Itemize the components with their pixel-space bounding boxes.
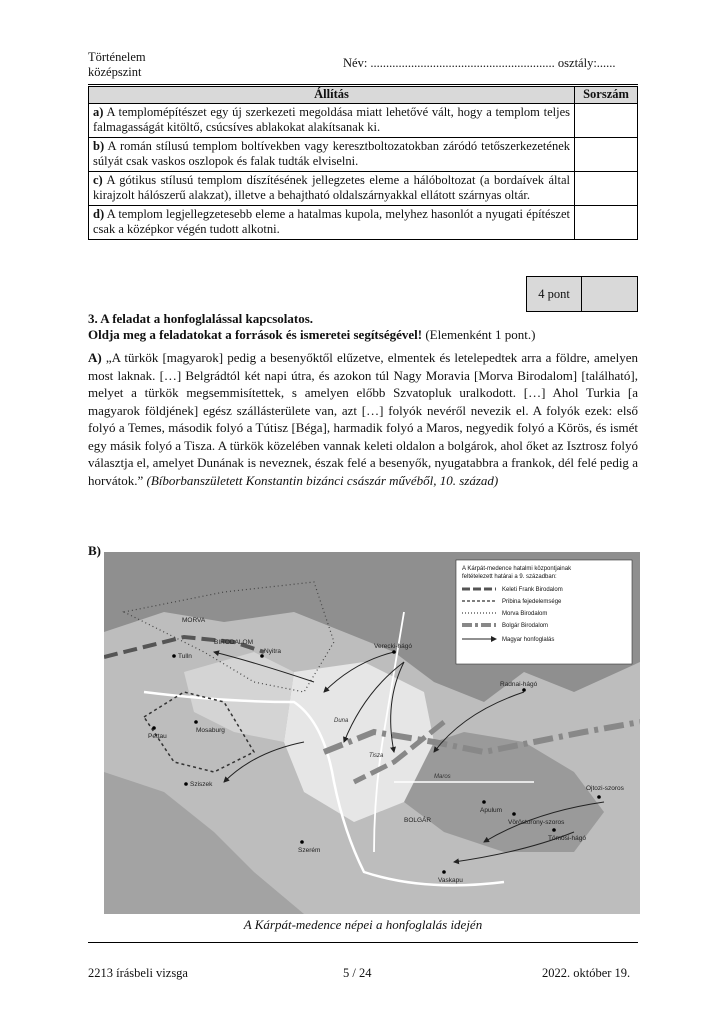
answer-cell[interactable]	[575, 205, 638, 239]
statement-text: A templomépítészet egy új szerkezeti megoldása miatt lehetővé vált, hogy a templom teljes falmagasságát kitöltő, csúcsíves ablakokat alakítsanak ki.	[93, 104, 570, 134]
name-class-field: Név: ........................................................... osztály:......	[343, 56, 616, 70]
legend-title-line2: feltételezett határai a 9. században:	[462, 574, 557, 580]
footer-date: 2022. október 19.	[542, 966, 631, 980]
footer-divider	[88, 942, 638, 943]
statement-text: A gótikus stílusú templom díszítésének jellegzetes eleme a hálóboltozat (a bordaívek által kirajzolt hálószerű alakzat), illetve a behajtható oldalszárnyakkal ellátott szárnyas oltár.	[93, 172, 571, 202]
river-label-duna: Duna	[334, 718, 349, 724]
place-label: Vaskapu	[438, 877, 463, 884]
place-label: Nyitra	[264, 648, 281, 655]
legend-item-pribina: Pribina fejedelemsége	[502, 599, 562, 605]
place-label: Verecki-hágó	[374, 643, 412, 650]
place-label: Ojtozi-szoros	[586, 785, 624, 792]
task-heading	[88, 311, 638, 343]
region-label-bolgar: BOLGÁR	[404, 817, 432, 824]
source-a-text: „A türkök [magyarok] pedig a besenyőktől elűzetve, elmentek és letelepedtek arra a földre, amelyen most laknak. […] Belgrádtól két napi útra, és azokon túl Nagy Moravia [Morva Birodalom] [található], melyet a türkök megsemmisítettek, s amelyen előbb Szvatopluk uralkodott. […] Ahol Turkia [a magyarok földjének] egész szállásterülete van, azt […] folyók nevéről nevezik el. A folyók ezek: első folyó a Temes, második folyó a Tútisz [Béga], harmadik folyó a Maros, negyedik folyó a Körös, és ismét egy másik folyó a Tisza. A türkök közelében vannak keleti oldalon a bolgárok, ahol őket az Isztrosz folyó választja el, amelyet Dunának is neveznek, észak felé a besenyők, nyugatabbra a frankok, dél felé pedig a horvátok.”	[88, 350, 638, 488]
task-instruction-note: (Elemenként 1 pont.)	[422, 327, 536, 342]
place-label: Tömösi-hágó	[548, 835, 586, 842]
statement-text: A román stílusú templom boltívekben vagy keresztboltozatokban záródó tetőszerkezetének súlyát csak vaskos oszlopok és falak tudták elviselni.	[93, 138, 570, 168]
legend-item-moravian: Morva Birodalom	[502, 611, 548, 617]
number-column-header: Sorszám	[575, 87, 638, 104]
legend-item-east-frankish: Keleti Frank Birodalom	[502, 587, 563, 593]
header-subject-block	[88, 50, 146, 80]
points-score-cell[interactable]	[582, 277, 637, 311]
statement-letter: c)	[93, 172, 103, 187]
region-label-morva: MORVA	[182, 617, 206, 624]
place-label: Radnai-hágó	[500, 681, 538, 688]
carpathian-basin-map	[104, 552, 640, 914]
source-b-label: B)	[88, 543, 101, 558]
place-label: Mosaburg	[196, 727, 225, 734]
statement-letter: d)	[93, 206, 105, 221]
map-caption: A Kárpát-medence népei a honfoglalás idején	[243, 917, 483, 932]
points-label: 4 pont	[527, 277, 582, 311]
source-a	[88, 349, 638, 489]
map-legend	[456, 560, 632, 664]
river-label-tisza: Tisza	[369, 753, 384, 759]
source-a-citation: (Bíborbanszületett Konstantin bizánci császár művéből, 10. század)	[143, 472, 499, 488]
statement-text: A templom legjellegzetesebb eleme a hatalmas kupola, melyhez hasonlót a nyugati építészet csak a középkor végén tudott alkotni.	[93, 206, 570, 236]
table-header-row	[89, 87, 638, 104]
statement-column-header: Állítás	[89, 87, 575, 104]
answer-cell[interactable]	[575, 171, 638, 205]
footer-exam-code: 2213 írásbeli vizsga	[88, 966, 188, 980]
statement-cell	[89, 171, 575, 205]
legend-item-bulgarian: Bolgár Birodalom	[502, 623, 549, 629]
statement-cell	[89, 103, 575, 137]
header-subject: Történelem	[88, 50, 146, 64]
table-row	[89, 171, 638, 205]
statement-cell	[89, 137, 575, 171]
table-row	[89, 205, 638, 239]
place-label: Apulum	[480, 807, 503, 814]
footer-page-number: 5 / 24	[343, 966, 372, 980]
river-label-maros: Maros	[434, 774, 451, 780]
place-label: Tulln	[178, 653, 192, 660]
table-row	[89, 103, 638, 137]
legend-title-line1: A Kárpát-medence hatalmi központjainak	[462, 566, 572, 572]
task-title: 3. A feladat a honfoglalással kapcsolatos.	[88, 311, 314, 326]
header-level: középszint	[88, 65, 142, 79]
statement-letter: a)	[93, 104, 104, 119]
place-label: Pettau	[148, 733, 167, 740]
points-box	[526, 276, 638, 312]
region-label-birodalom: BIRODALOM	[214, 639, 254, 646]
statement-table	[88, 86, 638, 240]
place-label: Sziszek	[190, 781, 213, 788]
legend-item-hungarian-conquest: Magyar honfoglalás	[502, 637, 555, 643]
answer-cell[interactable]	[575, 137, 638, 171]
source-a-label: A)	[88, 350, 102, 365]
place-label: Szerém	[298, 847, 321, 854]
table-row	[89, 137, 638, 171]
statement-letter: b)	[93, 138, 105, 153]
answer-cell[interactable]	[575, 103, 638, 137]
statement-cell	[89, 205, 575, 239]
task-instruction: Oldja meg a feladatokat a források és ismeretei segítségével!	[88, 327, 423, 342]
header-divider	[88, 84, 638, 85]
place-label: Vöröstorony-szoros	[508, 819, 565, 826]
